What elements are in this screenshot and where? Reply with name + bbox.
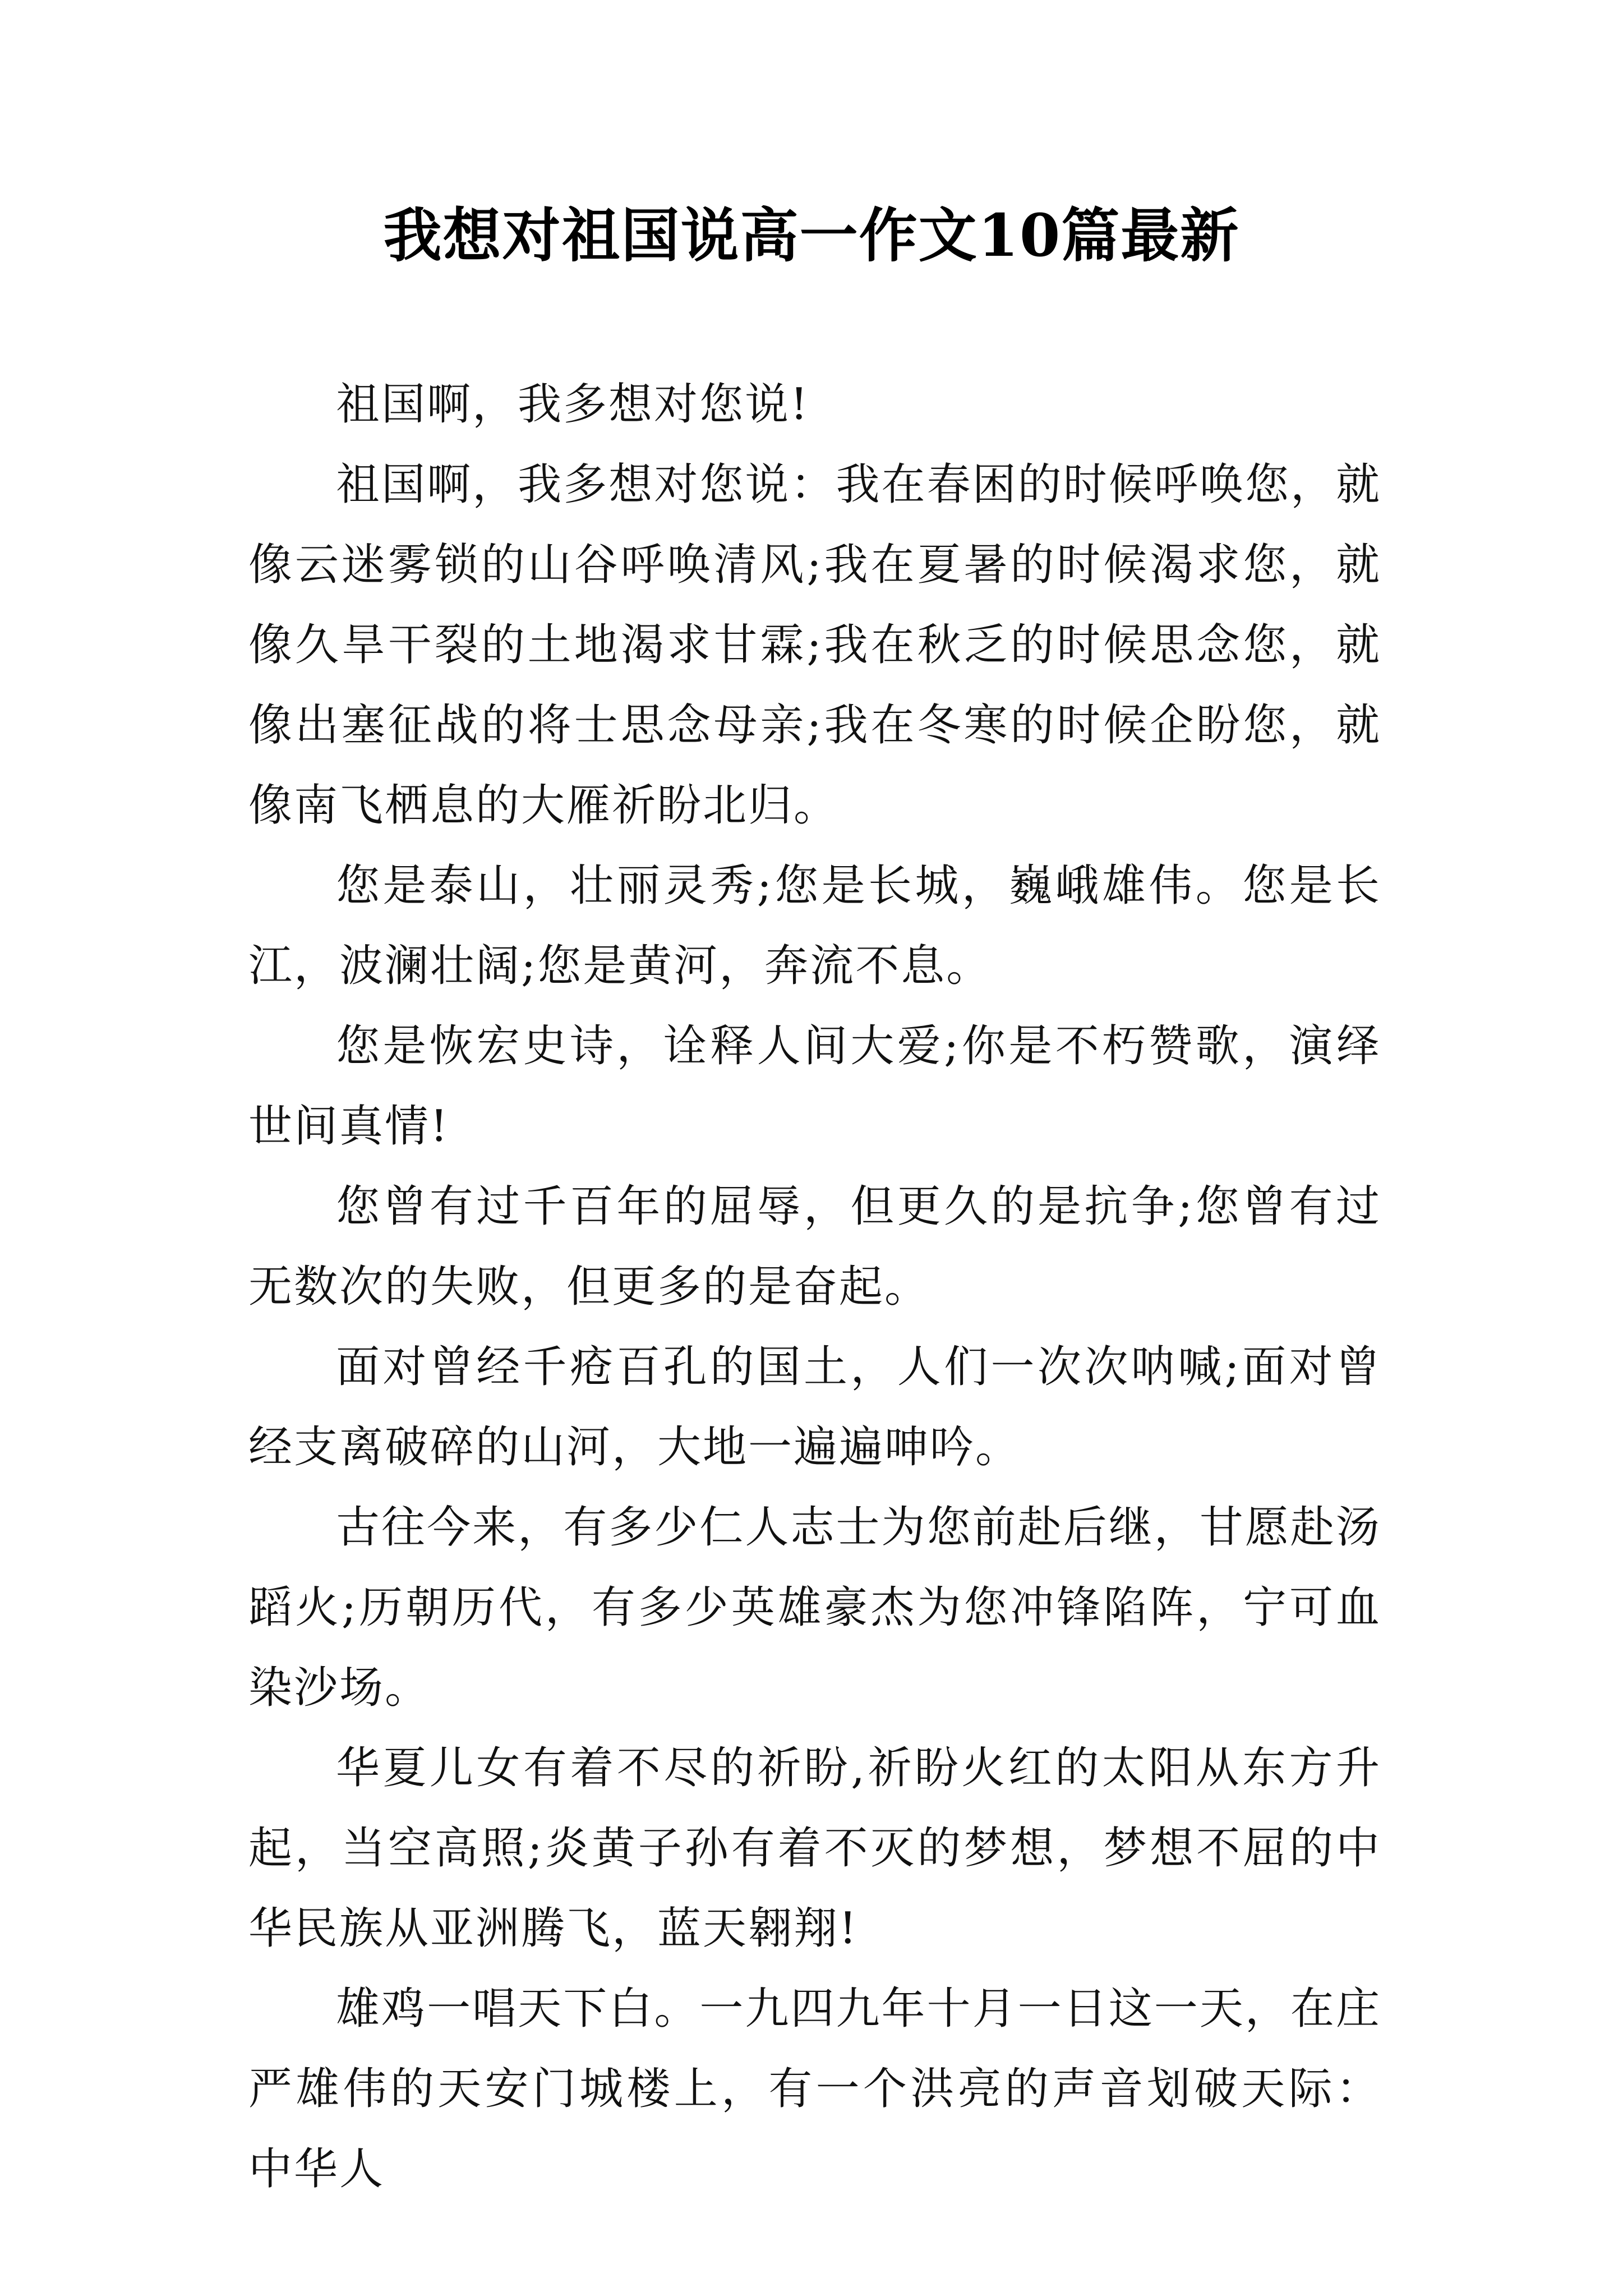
paragraph: 华夏儿女有着不尽的祈盼,祈盼火红的太阳从东方升起，当空高照;炎黄子孙有着不灭的梦想，梦想不屈的中华民族从亚洲腾飞，蓝天翱翔! bbox=[248, 1743, 1381, 1954]
document-body bbox=[248, 365, 1381, 2210]
paragraph: 雄鸡一唱天下白。一九四九年十月一日这一天，在庄严雄伟的天安门城楼上，有一个洪亮的声音划破天际：中华人 bbox=[248, 1984, 1381, 2194]
paragraph: 古往今来，有多少仁人志士为您前赴后继，甘愿赴汤蹈火;历朝历代，有多少英雄豪杰为您冲锋陷阵，宁可血染沙场。 bbox=[248, 1502, 1381, 1713]
paragraph: 祖国啊，我多想对您说! bbox=[336, 379, 810, 430]
paragraph: 您是恢宏史诗，诠释人间大爱;你是不朽赞歌，演绎世间真情! bbox=[248, 1021, 1381, 1152]
paragraph: 面对曾经千疮百孔的国土，人们一次次呐喊;面对曾经支离破碎的山河，大地一遍遍呻吟。 bbox=[248, 1342, 1381, 1473]
paragraph: 您曾有过千百年的屈辱，但更久的是抗争;您曾有过无数次的失败，但更多的是奋起。 bbox=[248, 1181, 1381, 1312]
paragraph: 您是泰山，壮丽灵秀;您是长城，巍峨雄伟。您是长江，波澜壮阔;您是黄河，奔流不息。 bbox=[248, 861, 1381, 991]
document-title: 我想对祖国说高一作文10篇最新 bbox=[383, 201, 1240, 270]
paragraph: 祖国啊，我多想对您说：我在春困的时候呼唤您，就像云迷雾锁的山谷呼唤清风;我在夏暑的时候渴求您，就像久旱干裂的土地渴求甘霖;我在秋乏的时候思念您，就像出塞征战的将士思念母亲;我在冬寒的时候企盼您，就像南飞栖息的大雁祈盼北归。 bbox=[248, 459, 1381, 831]
